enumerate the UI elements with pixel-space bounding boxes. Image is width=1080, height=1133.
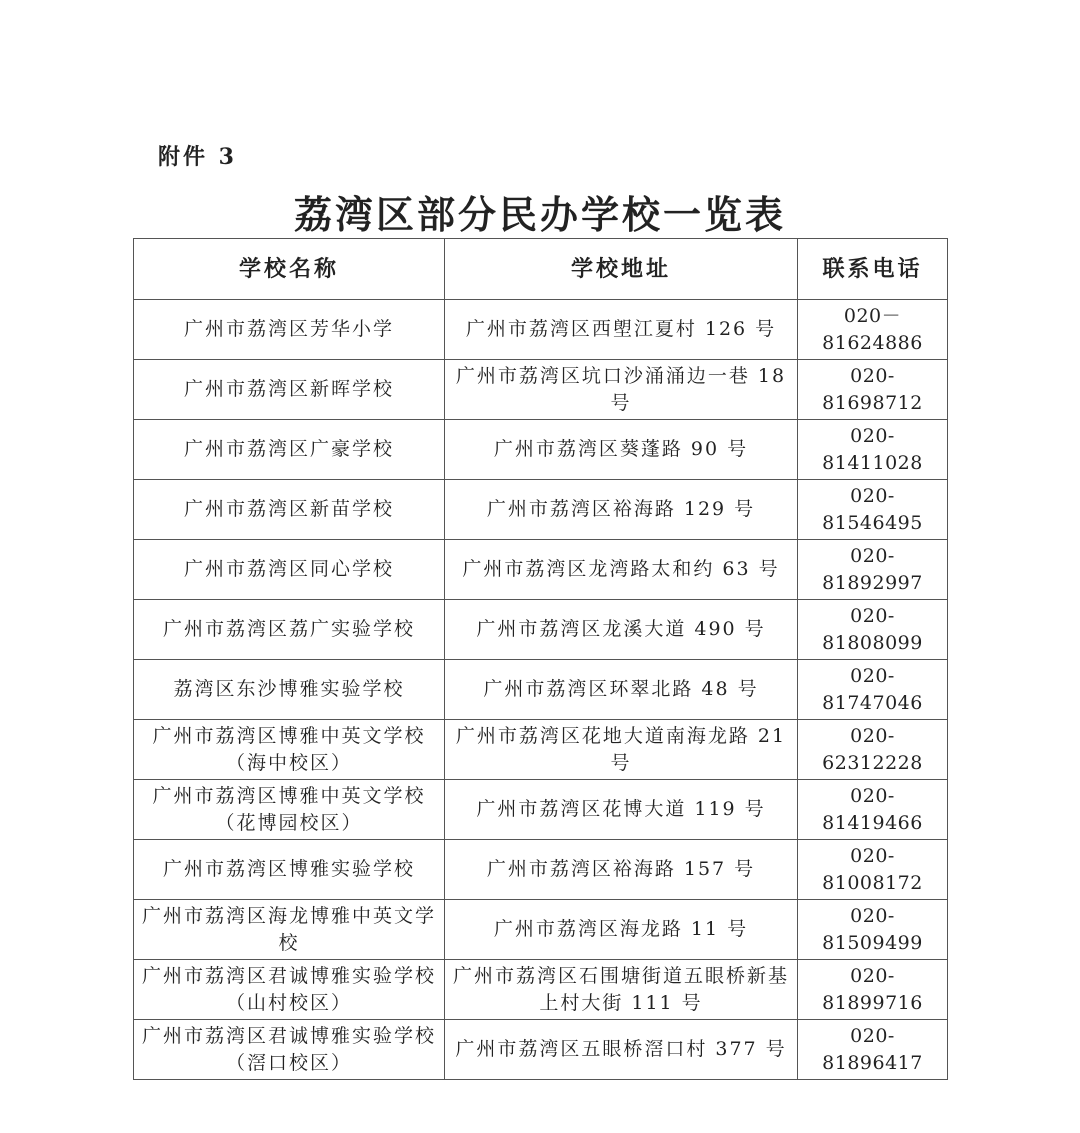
school-address-cell-line: 广州市荔湾区花博大道 119 号 — [476, 798, 766, 820]
school-name-cell — [134, 660, 445, 720]
attachment-label: 附件 3 — [158, 144, 237, 170]
phone-cell: 020-81546495 — [798, 480, 948, 540]
school-table — [133, 238, 948, 1080]
school-address-cell-line: 广州市荔湾区龙溪大道 490 号 — [476, 618, 766, 640]
school-address-cell — [445, 480, 798, 540]
table-row — [134, 720, 948, 780]
school-address-cell — [445, 960, 798, 1020]
school-name-cell — [134, 1020, 445, 1080]
school-name-cell-line: （滘口校区） — [225, 1051, 352, 1074]
school-name-cell-line: 广州市荔湾区博雅中英文学校 — [152, 784, 426, 807]
school-address-cell-line: 广州市荔湾区环翠北路 48 号 — [483, 678, 759, 700]
phone-cell: 020-81509499 — [798, 900, 948, 960]
table-row — [134, 780, 948, 840]
school-address-cell-line: 广州市荔湾区裕海路 157 号 — [486, 858, 756, 880]
school-address-cell — [445, 420, 798, 480]
school-address-cell-line: 上村大街 111 号 — [539, 991, 703, 1014]
school-name-cell-line: 广州市荔湾区海龙博雅中英文学 — [141, 904, 436, 927]
school-address-cell — [445, 780, 798, 840]
school-address-cell-line: 广州市荔湾区龙湾路太和约 63 号 — [462, 558, 780, 580]
school-name-cell — [134, 780, 445, 840]
phone-cell: 020-81008172 — [798, 840, 948, 900]
school-name-cell-line: （海中校区） — [225, 751, 352, 774]
school-name-cell-line: 广州市荔湾区荔广实验学校 — [162, 618, 415, 640]
table-row — [134, 960, 948, 1020]
school-address-cell-line: 广州市荔湾区裕海路 129 号 — [486, 498, 756, 520]
table-row — [134, 480, 948, 540]
school-address-cell — [445, 1020, 798, 1080]
school-address-cell — [445, 360, 798, 420]
school-name-cell-line: 广州市荔湾区芳华小学 — [183, 318, 394, 340]
school-name-cell — [134, 420, 445, 480]
header-phone: 联系电话 — [798, 239, 948, 300]
school-name-cell-line: 广州市荔湾区同心学校 — [183, 558, 394, 580]
school-address-cell-line: 广州市荔湾区坑口沙涌涌边一巷 18 号 — [455, 364, 787, 414]
school-name-cell-line: 广州市荔湾区君诚博雅实验学校 — [141, 964, 436, 987]
document-title: 荔湾区部分民办学校一览表 — [293, 192, 786, 237]
school-name-cell — [134, 720, 445, 780]
phone-cell: 020－81624886 — [798, 300, 948, 360]
school-name-cell — [134, 840, 445, 900]
school-name-cell — [134, 600, 445, 660]
school-address-cell — [445, 540, 798, 600]
school-address-cell — [445, 660, 798, 720]
phone-cell: 020-62312228 — [798, 720, 948, 780]
school-name-cell — [134, 900, 445, 960]
school-address-cell — [445, 300, 798, 360]
school-name-cell — [134, 480, 445, 540]
school-name-cell — [134, 300, 445, 360]
school-name-cell-line: 广州市荔湾区君诚博雅实验学校 — [141, 1024, 436, 1047]
table-row — [134, 300, 948, 360]
school-name-cell-line: 广州市荔湾区新晖学校 — [183, 378, 394, 400]
school-name-cell-line: 广州市荔湾区广豪学校 — [183, 438, 394, 460]
school-name-cell — [134, 360, 445, 420]
school-name-cell-line: 广州市荔湾区博雅实验学校 — [162, 858, 415, 880]
school-address-cell-line: 广州市荔湾区石围塘街道五眼桥新基 — [452, 964, 789, 987]
table-row — [134, 360, 948, 420]
phone-cell: 020-81419466 — [798, 780, 948, 840]
table-row — [134, 540, 948, 600]
table-row — [134, 1020, 948, 1080]
table-row — [134, 420, 948, 480]
school-address-cell — [445, 600, 798, 660]
table-row — [134, 900, 948, 960]
header-school-name: 学校名称 — [134, 239, 445, 300]
school-address-cell — [445, 840, 798, 900]
school-name-cell-line: 广州市荔湾区新苗学校 — [183, 498, 394, 520]
school-name-cell-line: 广州市荔湾区博雅中英文学校 — [152, 724, 426, 747]
school-address-cell — [445, 900, 798, 960]
header-school-address: 学校地址 — [445, 239, 798, 300]
phone-cell: 020-81899716 — [798, 960, 948, 1020]
school-name-cell-line: 荔湾区东沙博雅实验学校 — [173, 678, 405, 700]
phone-cell: 020-81892997 — [798, 540, 948, 600]
phone-cell: 020-81747046 — [798, 660, 948, 720]
school-address-cell-line: 广州市荔湾区葵蓬路 90 号 — [493, 438, 749, 460]
phone-cell: 020-81698712 — [798, 360, 948, 420]
school-address-cell — [445, 720, 798, 780]
school-name-cell — [134, 540, 445, 600]
phone-cell: 020-81411028 — [798, 420, 948, 480]
school-name-cell-line: （山村校区） — [225, 991, 352, 1014]
school-name-cell-line: （花博园校区） — [215, 811, 363, 834]
school-address-cell-line: 广州市荔湾区海龙路 11 号 — [493, 918, 749, 940]
phone-cell: 020-81808099 — [798, 600, 948, 660]
table-row — [134, 600, 948, 660]
phone-cell: 020-81896417 — [798, 1020, 948, 1080]
school-name-cell — [134, 960, 445, 1020]
school-address-cell-line: 广州市荔湾区花地大道南海龙路 21 号 — [455, 724, 787, 774]
table-header-row — [134, 239, 948, 300]
table-row — [134, 840, 948, 900]
table-row — [134, 660, 948, 720]
school-name-cell-line: 校 — [278, 931, 300, 954]
school-address-cell-line: 广州市荔湾区五眼桥滘口村 377 号 — [455, 1038, 787, 1060]
school-address-cell-line: 广州市荔湾区西塱江夏村 126 号 — [465, 318, 777, 340]
